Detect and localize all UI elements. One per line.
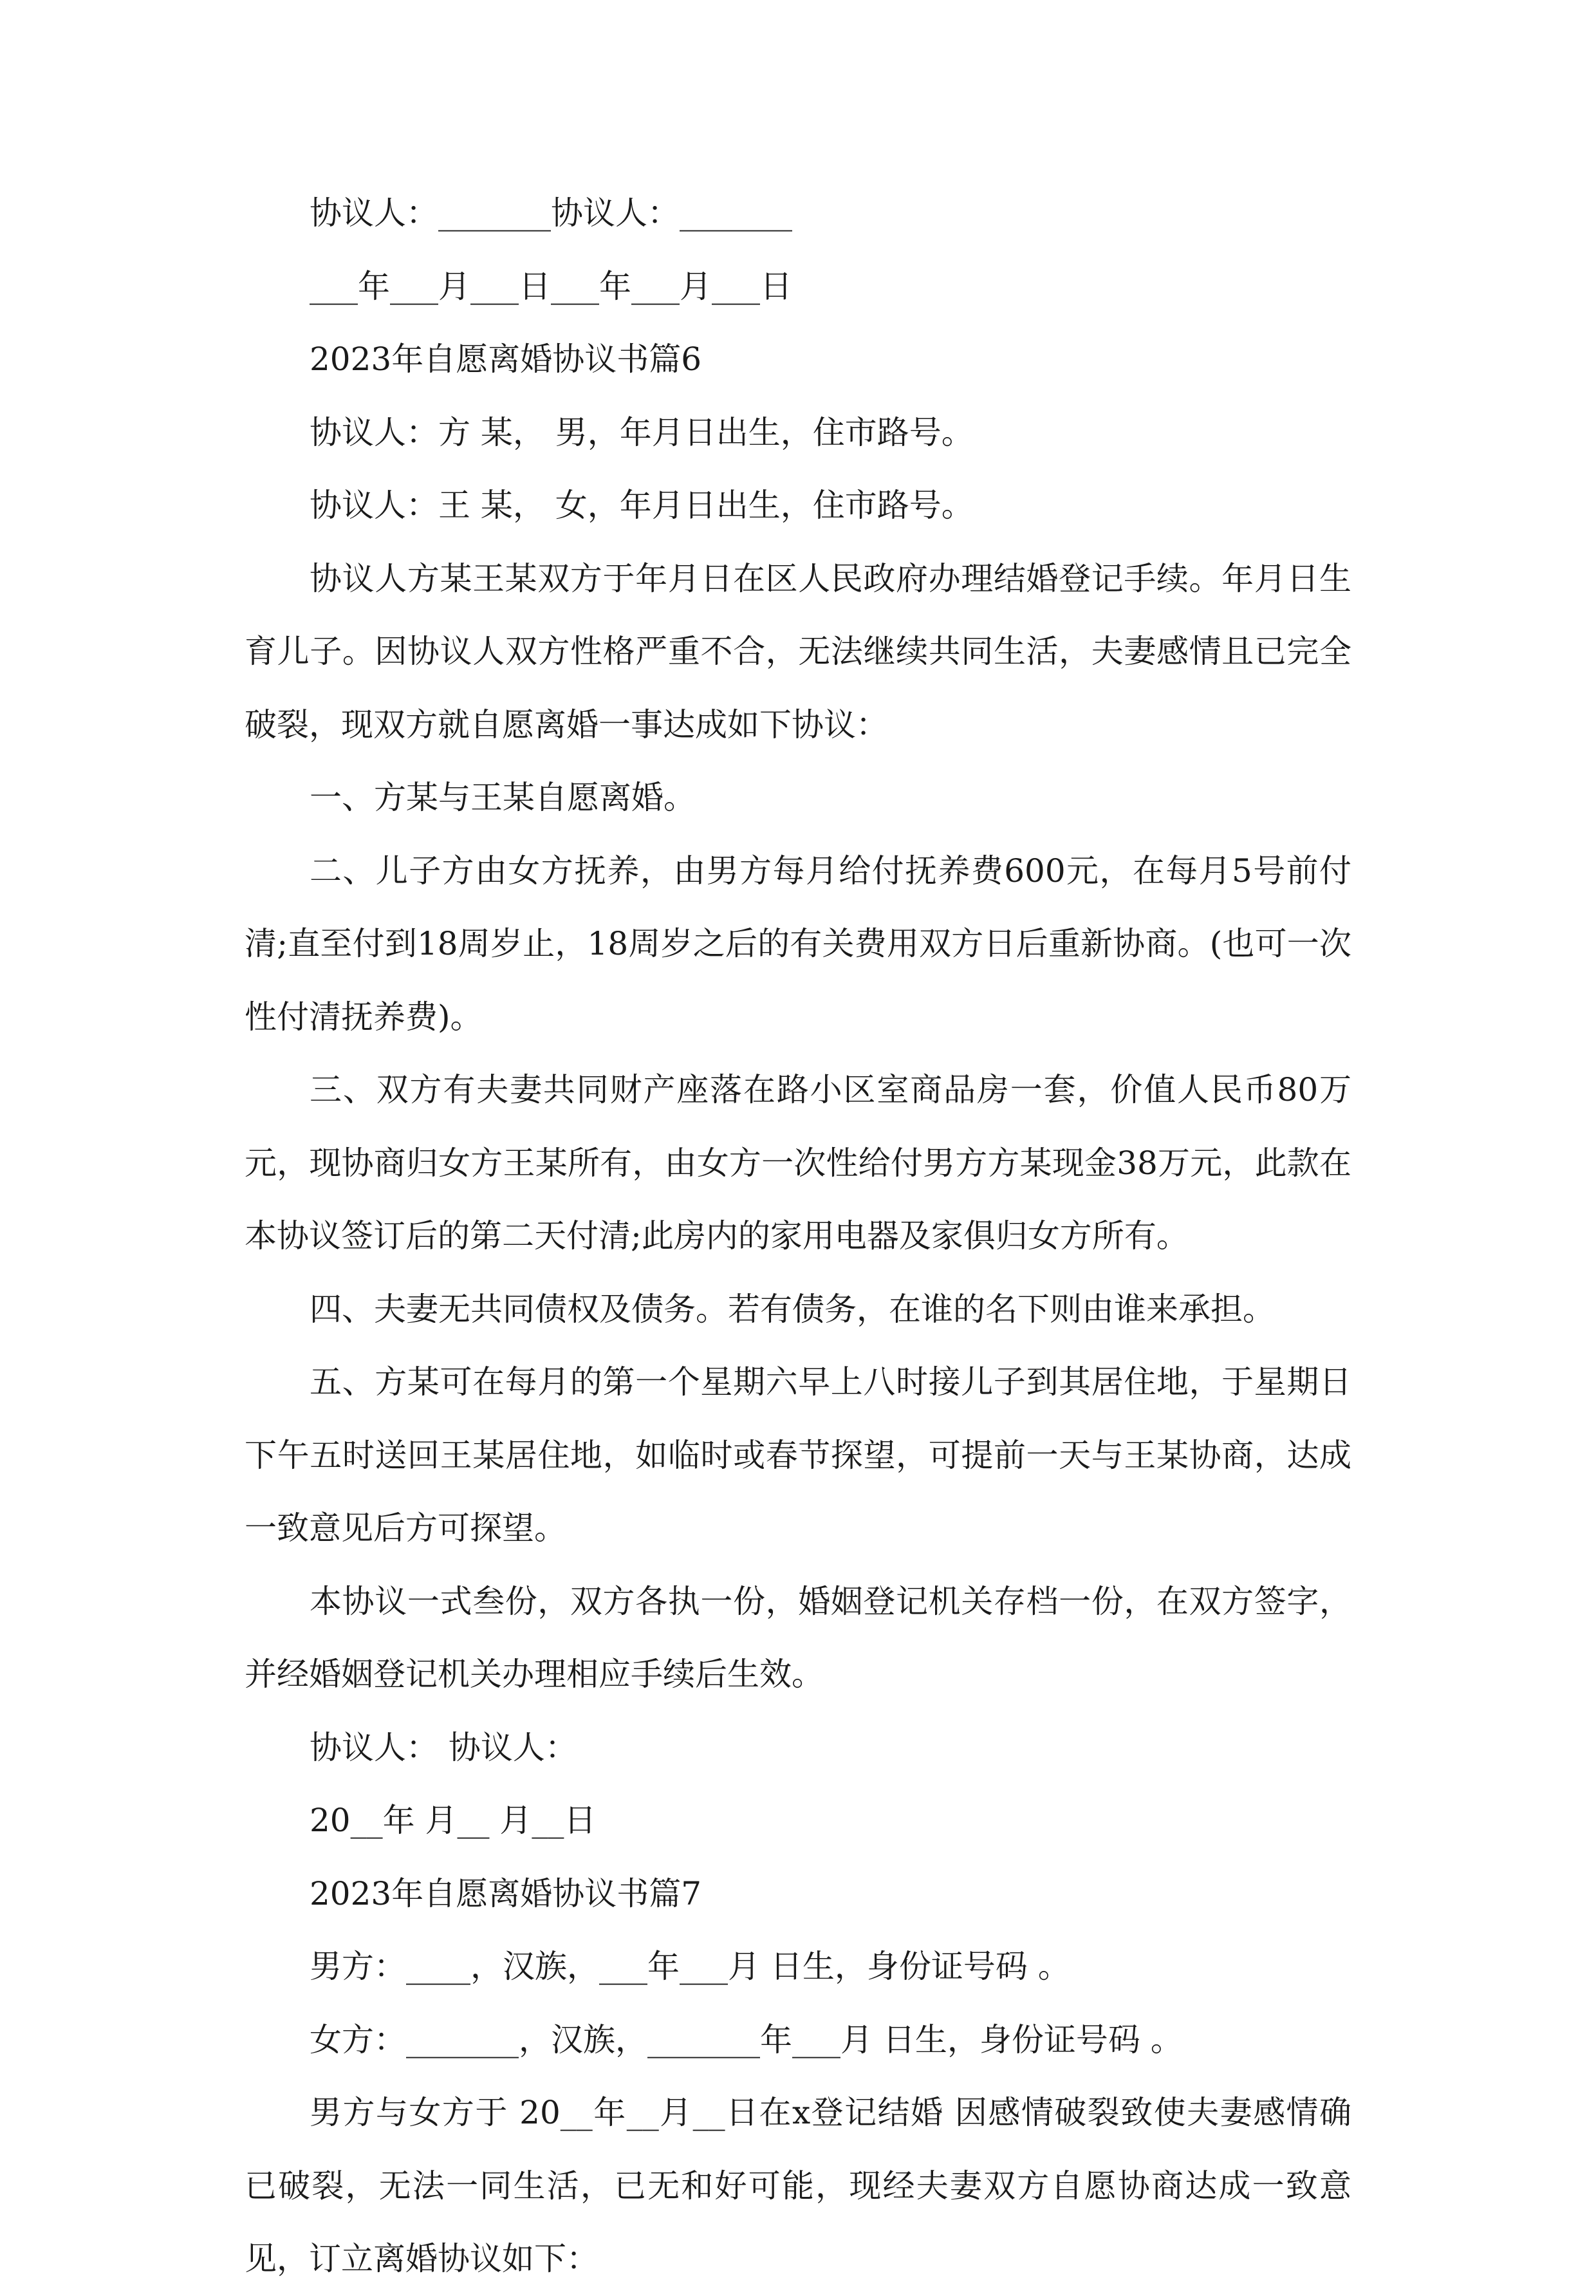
agreement-item-4: 四、夫妻无共同债权及债务。若有债务，在谁的名下则由谁来承担。 <box>310 1290 1275 1328</box>
male-party-line: 男方：____，汉族，___年___月 日生，身份证号码 。 <box>310 1948 1070 1985</box>
date-line-2: 20__年 月__ 月__日 <box>310 1802 597 1839</box>
closing-paragraph: 本协议一式叁份，双方各执一份，婚姻登记机关存档一份，在双方签字，并经婚姻登记机关办理相应手续后生效。 <box>245 1582 1351 1693</box>
date-line: ___年___月___日___年___月___日 <box>310 267 792 305</box>
intro-paragraph-7: 男方与女方于 20__年__月__日在x登记结婚 因感情破裂致使夫妻感情确已破裂，无法一同生活，已无和好可能，现经夫妻双方自愿协商达成一致意见，订立离婚协议如下： <box>245 2094 1351 2277</box>
agreement-item-3: 三、双方有夫妻共同财产座落在路小区室商品房一套，价值人民币80万元，现协商归女方王某所有，由女方一次性给付男方方某现金38万元，此款在本协议签订后的第二天付清;此房内的家用电器及家俱归女方所有。 <box>245 1071 1351 1255</box>
agreement-item-1: 一、方某与王某自愿离婚。 <box>310 779 696 816</box>
signature-line: 协议人：_______协议人：_______ <box>310 194 792 232</box>
agreement-item-5: 五、方某可在每月的第一个星期六早上八时接儿子到其居住地，于星期日下午五时送回王某居住地，如临时或春节探望，可提前一天与王某协商，达成一致意见后方可探望。 <box>245 1363 1351 1547</box>
document-body <box>245 177 1351 2296</box>
section-heading-6: 2023年自愿离婚协议书篇6 <box>310 341 702 378</box>
party-2-line: 协议人：王 某， 女，年月日出生，住市路号。 <box>310 487 974 524</box>
section-heading-7: 2023年自愿离婚协议书篇7 <box>310 1874 702 1912</box>
intro-paragraph: 协议人方某王某双方于年月日在区人民政府办理结婚登记手续。年月日生育儿子。因协议人双方性格严重不合，无法继续共同生活，夫妻感情且已完全破裂，现双方就自愿离婚一事达成如下协议： <box>245 559 1351 743</box>
agreement-item-2: 二、儿子方由女方抚养，由男方每月给付抚养费600元，在每月5号前付清;直至付到18周岁止，18周岁之后的有关费用双方日后重新协商。(也可一次性付清抚养费)。 <box>245 852 1351 1036</box>
signature-line-2: 协议人： 协议人： <box>310 1728 577 1766</box>
female-party-line: 女方：_______，汉族，_______年___月 日生，身份证号码 。 <box>310 2021 1183 2058</box>
party-1-line: 协议人：方 某， 男，年月日出生，住市路号。 <box>310 413 974 451</box>
